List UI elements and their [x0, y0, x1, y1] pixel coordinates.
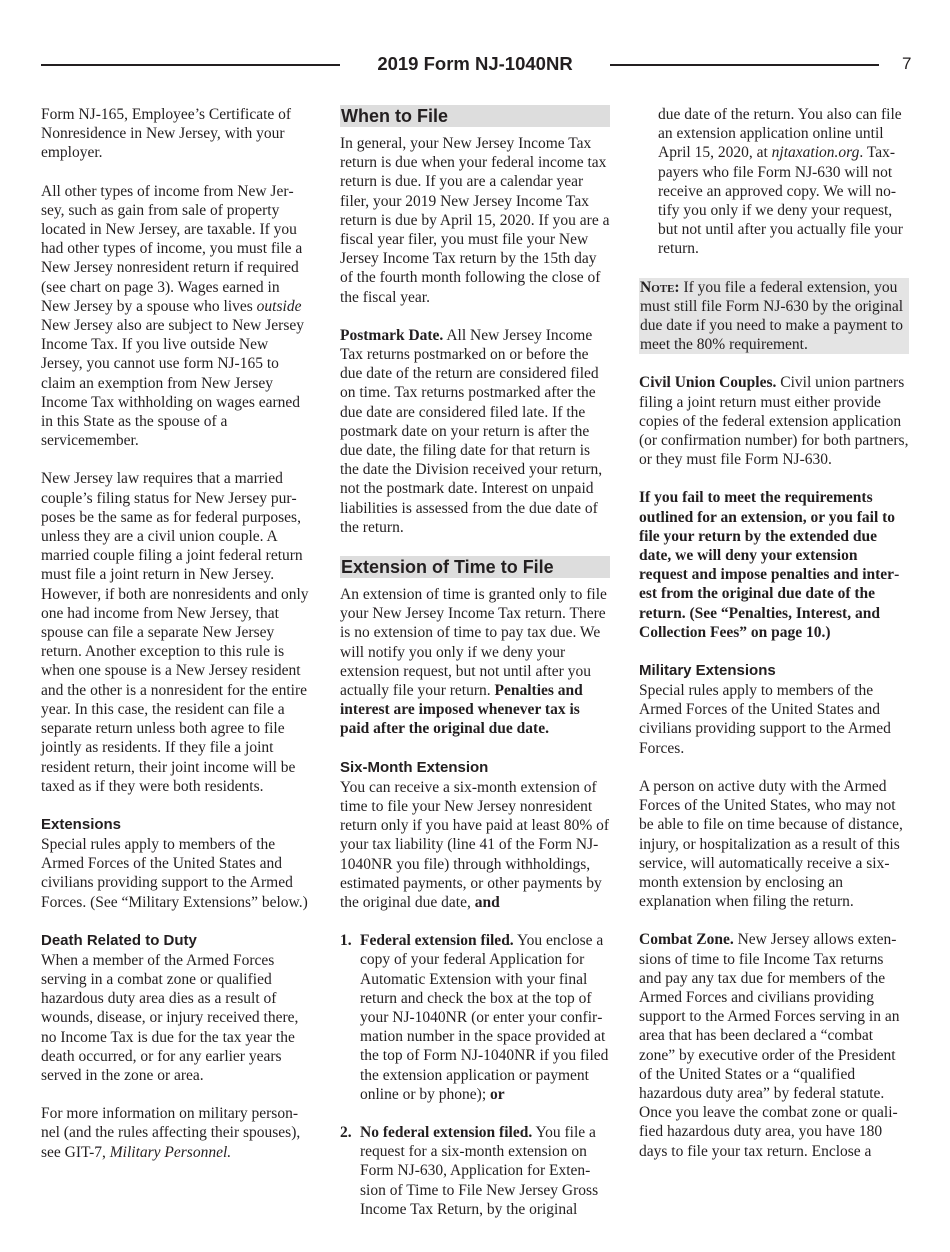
- text-run: For more information on military personnel (and the rules affecting their spouses), see GIT-7,: [41, 1105, 301, 1161]
- note-box: [639, 278, 909, 355]
- list-number: 2.: [340, 1123, 352, 1141]
- text-run: Civil union partners filing a joint return must either provide copies of the federal extension application (or confirmation number) for both partners, or they must file Form NJ-630.: [639, 374, 909, 469]
- text-run: You enclose a copy of your federal Application for Automatic Extension with your final return and check the box at the top of your NJ-1040NR (or enter your confirmation number in the space provided at the top of Form NJ-1040NR if you filed the extension application or payment online or by phone);: [360, 932, 609, 1103]
- page-number: 7: [902, 54, 912, 73]
- label-postmark: Postmark Date.: [340, 326, 444, 344]
- paragraph-active-duty: A person on active duty with the Armed Forces of the United States, who may not be able to file on time because of distance, injury, or hospitalization as a result of this service, will automatically receive a six-month extension by enclosing an explanation when filing the return.: [639, 777, 903, 911]
- text-run: You file a request for a six-month extension on Form NJ-630, Application for Extension of Time to File New Jersey Gross Income Tax Return, by the original: [360, 1123, 599, 1218]
- paragraph-fail-warning: If you fail to meet the requirements outlined for an extension, or you fail to file your return by the extended due date, we will deny your extension request and impose penalties and interest from the original due date of the return. (See “Penalties, Interest, and Collection Fees” on page 10.): [639, 489, 900, 641]
- label-federal-extension: Federal extension filed.: [360, 932, 514, 950]
- text-run: All New Jersey Income Tax returns postmarked on or before the due date of the return are considered filed on time. Tax returns postmarked after the due date are considered filed late. If the postmark date on your return is after the due date, the filing date for that return is the date the Division received your return, not the postmark date. Interest on unpaid liabilities is assessed from the due date of the return.: [340, 326, 603, 536]
- text-run: If you file a federal extension, you must still file Form NJ-630 by the original due date if you need to make a payment to meet the 80% requirement.: [640, 278, 904, 354]
- paragraph-civil-union: [639, 373, 909, 469]
- paragraph-military-extensions: Special rules apply to members of the Armed Forces of the United States and civilians providing support to the Armed Forces.: [639, 682, 891, 757]
- text-run: You can receive a six-month extension of time to file your New Jersey nonresident return only if you have paid at least 80% of your tax liability (line 41 of the Form NJ-1040NR you file) through withholdings, estimated payments, or other payments by the original due date,: [340, 778, 610, 911]
- page-title: 2019 Form NJ-1040NR: [377, 53, 573, 74]
- text-run: New Jersey also are subject to New Jersey Income Tax. If you live outside New Jersey, you cannot use form NJ-165 to claim an exemption from New Jersey Income Tax withholding on wages earned in this State as the spouse of a servicemember.: [41, 317, 304, 450]
- bold-or: or: [490, 1085, 505, 1103]
- list-number: 1.: [340, 932, 352, 950]
- paragraph-six-month: [340, 778, 610, 912]
- column-3: [639, 105, 909, 1180]
- text-run: . Taxpayers who file Form NJ-630 will not receive an approved copy. We will notify you only if we deny your request, but not until after you actually file your return.: [658, 144, 903, 258]
- column-1: [41, 105, 309, 1181]
- heading-extensions: Extensions: [41, 815, 122, 833]
- link-njtaxation[interactable]: njtaxation.org: [771, 144, 860, 162]
- paragraph-extensions: Special rules apply to members of the Armed Forces of the United States and civilians providing support to the Armed Forces. (See “Military Extensions” below.): [41, 835, 308, 911]
- paragraph-death-related: When a member of the Armed Forces serving in a combat zone or qualified hazardous duty area dies as a result of wounds, disease, or injury received there, no Income Tax is due for the tax year the death occurred, or for any earlier years served in the zone or area.: [41, 951, 299, 1084]
- column-2: [340, 105, 610, 1238]
- text-run: New Jersey allows extensions of time to file Income Tax returns and pay any tax due for members of the Armed Forces and civilians providing support to the Armed Forces serving in an area that has been declared a “combat zone” by executive order of the President of the United States or a “qualified hazardous duty area” by federal statute. Once you leave the combat zone or qualified hazardous duty area, you have 180 days to file your tax return. Enclose a: [639, 931, 900, 1160]
- text-run: due date of the return. You also can file an extension application online until April 15, 2020, at: [658, 106, 902, 162]
- list-item-federal-extension: [340, 931, 610, 1104]
- paragraph-when-to-file: In general, your New Jersey Income Tax return is due when your federal income tax return is due. If you are a calendar year filer, your 2019 New Jersey Income Tax return is due by April 15, 2020. If you are a fiscal year filer, you must file your New Jersey Income Tax return by the 15th day of the fourth month following the close of the fiscal year.: [340, 135, 610, 306]
- section-when-to-file: When to File: [340, 105, 610, 127]
- heading-death-related: Death Related to Duty: [41, 931, 197, 949]
- paragraph-continued: [639, 105, 909, 259]
- bold-and: and: [474, 893, 500, 911]
- paragraph-more-info: [41, 1104, 309, 1162]
- label-combat-zone: Combat Zone.: [639, 931, 734, 949]
- label-civil-union: Civil Union Couples.: [639, 374, 777, 392]
- paragraph-postmark: [340, 326, 610, 537]
- text-run: All other types of income from New Jersey, such as gain from sale of property located in New Jersey, are taxable. If you had other types of income, you must file a New Jersey nonresident return if required (see chart on page 3). Wages earned in New Jersey by a spouse who lives: [41, 182, 303, 315]
- extension-options-list: [340, 931, 610, 1219]
- heading-six-month: Six-Month Extension: [340, 758, 489, 776]
- paragraph-combat-zone: [639, 930, 909, 1160]
- section-extension-of-time: Extension of Time to File: [340, 556, 610, 578]
- paragraph-nj165: Form NJ-165, Employee’s Certificate of Nonresidence in New Jersey, with your employer.: [41, 106, 292, 162]
- italic-outside: outside: [256, 297, 302, 315]
- header-rule-right: [610, 64, 879, 66]
- text-run: An extension of time is granted only to file your New Jersey Income Tax return. There is no extension of time to pay tax due. We will notify you only if we deny your extension request, but not until after you actually file your return.: [340, 586, 607, 700]
- link-git7-title: Military Personnel.: [109, 1143, 232, 1161]
- heading-military-extensions: Military Extensions: [639, 662, 776, 680]
- paragraph-other-income: [41, 182, 309, 451]
- note-label: Note:: [640, 278, 680, 296]
- header-rule-left: [41, 64, 340, 66]
- page-header: [0, 52, 950, 76]
- bold-penalties: Penalties and interest are imposed whenever tax is paid after the original due date.: [340, 682, 583, 738]
- paragraph-extension: [340, 585, 610, 739]
- label-no-federal-extension: No federal extension filed.: [360, 1123, 533, 1141]
- paragraph-filing-status: New Jersey law requires that a married couple’s filing status for New Jersey purposes be the same as for federal purposes, unless they are a civil union couple. A married couple filing a joint federal return must file a joint return in New Jersey. However, if both are nonresidents and only one had income from New Jersey, that spouse can file a separate New Jersey return. Another exception to this rule is when one spouse is a New Jersey resident and the other is a nonresident for the entire year. In this case, the resident can file a separate return unless both agree to file jointly as residents. If they file a joint resident return, their joint income will be taxed as if they were both residents.: [41, 470, 309, 795]
- list-item-no-federal-extension: [340, 1123, 610, 1219]
